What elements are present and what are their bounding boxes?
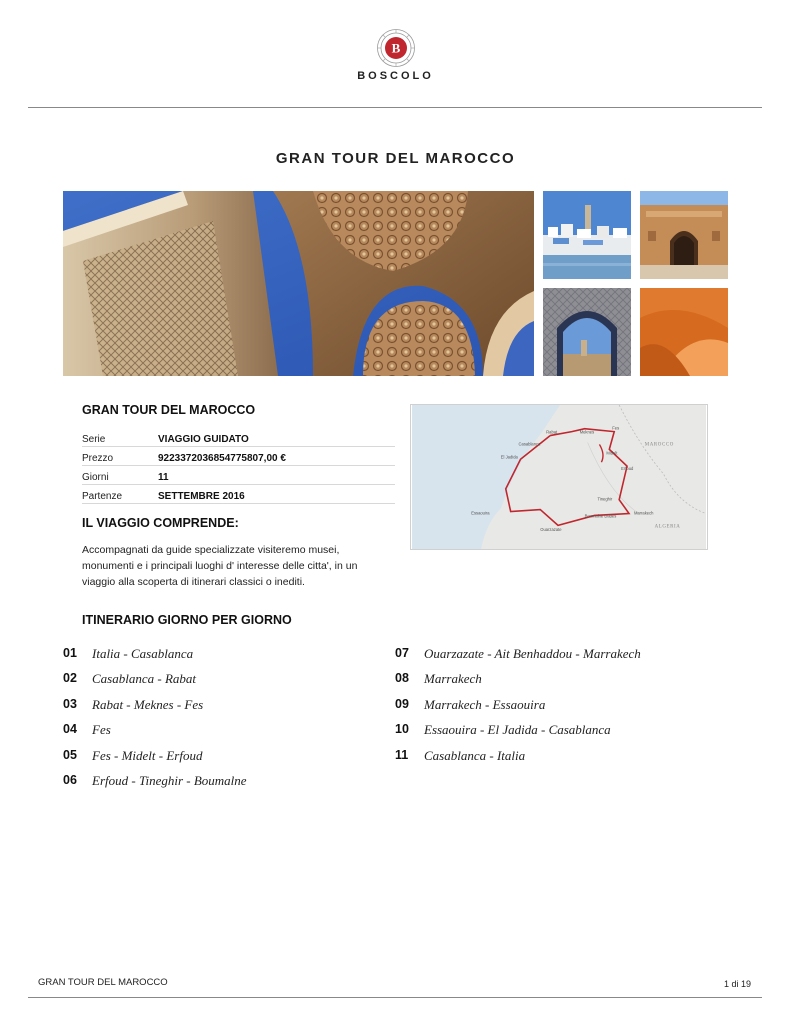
map-label-ouarzazate: Ouarzazate [540,527,562,533]
map-label-erfoud: Erfoud [621,466,634,472]
includes-description: Accompagnati da guide specializzate visiteremo musei, monumenti e i principali luoghi d' interesse delle citta', in un viaggio alla scoperta di itinerari classici o inediti. [82,544,358,588]
day-label: Marrakech [424,671,482,686]
map-label-rabat: Rabat [546,429,558,435]
hero-photo-minaret-arch [63,191,534,376]
map-label-midelt: Midelt [606,450,618,456]
brand-name: BOSCOLO [357,70,434,82]
day-number: 11 [395,748,409,762]
table-row [82,466,395,485]
table-row [82,485,395,504]
page-title: GRAN TOUR DEL MAROCCO [275,150,516,167]
day-number: 02 [63,671,77,685]
photo-arch-view [543,288,631,376]
day-number: 04 [63,722,77,736]
map-label-neighbor: ALGERIA [654,524,681,530]
day-label: Erfoud - Tineghir - Boumalne [92,773,247,788]
day-label: Italia - Casablanca [92,646,194,661]
map-label-boumalne-dades: Boumalne Dades [584,513,617,519]
summary-table [82,428,395,504]
itinerary-heading: ITINERARIO GIORNO PER GIORNO [82,613,292,627]
map-label-tineghir: Tineghir [597,496,613,502]
row-label-prezzo: Prezzo [82,447,158,466]
row-label-serie: Serie [82,428,158,447]
row-value-serie: VIAGGIO GUIDATO [158,428,395,447]
day-label: Essaouira - El Jadida - Casablanca [424,722,611,737]
day-number: 08 [395,671,409,685]
map-label-essaouira: Essaouira [471,510,490,516]
map-label-marrakech: Marrakech [633,510,654,516]
footer-title: GRAN TOUR DEL MAROCCO [38,977,168,988]
day-number: 07 [395,646,409,660]
photo-coastal-town [543,191,631,279]
day-label: Fes [92,722,111,737]
map-label-country: MAROCCO [644,442,674,448]
footer-divider [28,997,762,998]
route-map [410,404,708,550]
page-number: 1 di 19 [723,979,751,989]
row-value-partenze: SETTEMBRE 2016 [158,485,395,504]
summary-heading: GRAN TOUR DEL MAROCCO [82,403,256,417]
row-value-prezzo: 9223372036854775807,00 € [158,447,395,466]
day-label: Rabat - Meknes - Fes [92,697,204,712]
table-row [82,447,395,466]
boscolo-emblem-icon [376,28,416,68]
day-number: 05 [63,748,77,762]
row-value-giorni: 11 [158,466,395,485]
day-number: 03 [63,697,77,711]
day-number: 01 [63,646,77,660]
row-label-partenze: Partenze [82,485,158,504]
day-number: 10 [395,722,409,736]
day-label: Ouarzazate - Ait Benhaddou - Marrakech [424,646,641,661]
day-number: 09 [395,697,409,711]
map-label-fes: Fes [612,425,620,431]
header-divider [28,107,762,108]
map-label-el-jadida: El Jadida [500,454,518,460]
row-label-giorni: Giorni [82,466,158,485]
brand-logo [0,28,791,82]
day-label: Casablanca - Italia [424,748,526,763]
day-number: 06 [63,773,77,787]
photo-city-gate [640,191,728,279]
photo-desert-dunes [640,288,728,376]
table-row [82,428,395,447]
includes-heading: IL VIAGGIO COMPRENDE: [82,516,239,530]
brand-monogram: B [391,40,400,56]
day-label: Casablanca - Rabat [92,671,196,686]
day-label: Fes - Midelt - Erfoud [92,748,203,763]
map-label-casablanca: Casablanca [518,441,541,447]
day-label: Marrakech - Essaouira [424,697,546,712]
map-label-meknes: Meknes [579,429,595,435]
